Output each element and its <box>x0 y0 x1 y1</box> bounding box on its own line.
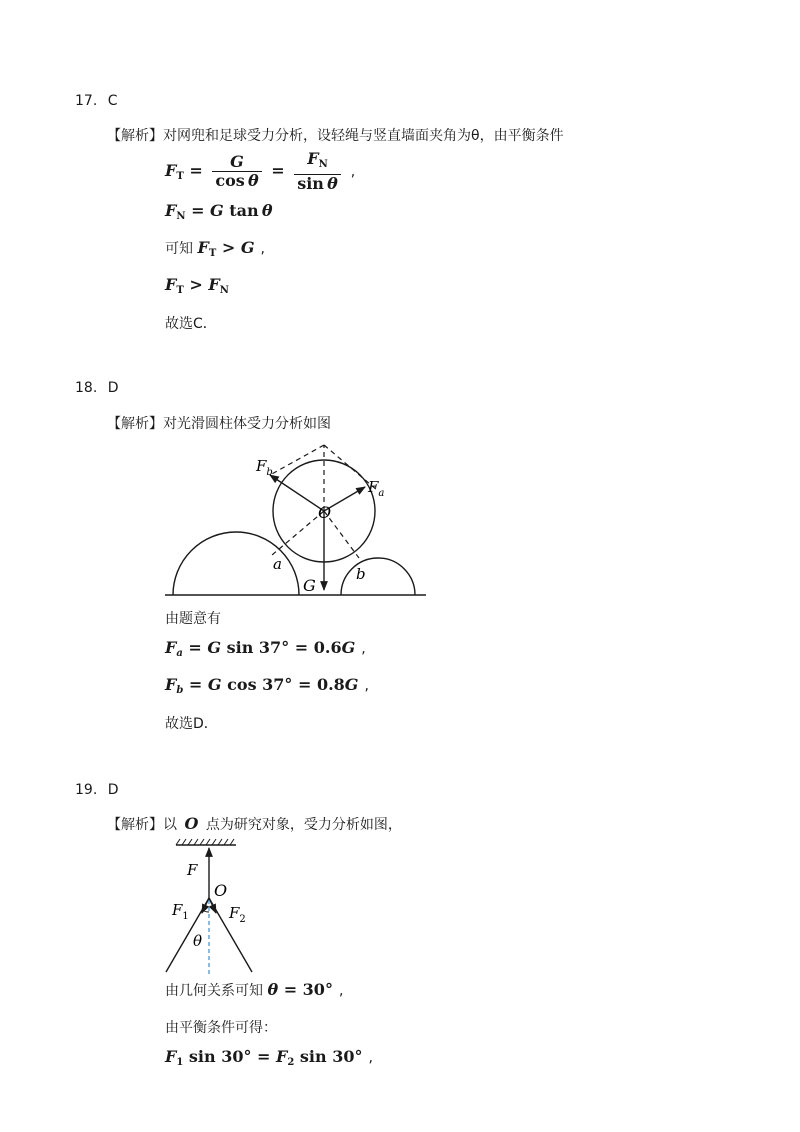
q19-balance: 由平衡条件可得： <box>165 1020 277 1036</box>
q19-explanation <box>107 814 402 834</box>
q17-eq2 <box>165 201 273 222</box>
q19-explanation-prefix: 【解析】以 <box>107 817 177 833</box>
q17-eq3-prefix: 可知 <box>165 241 193 257</box>
q18-eq1 <box>165 638 366 659</box>
ceiling-hatch <box>176 839 234 845</box>
q19-explanation-suffix: 点为研究对象，受力分析如图， <box>205 817 402 833</box>
q17-eq1-render: $F_T$ = $\frac{G}{\text{cos θ}}$ = $\frac{F_N}{\text{sin θ}}$ , <box>165 149 356 193</box>
fraction: $\frac{G}{\text{cos θ}}$ <box>212 153 261 190</box>
q17-number: 17. <box>75 93 98 109</box>
label-O: O <box>318 503 332 522</box>
label-theta: θ <box>193 932 203 950</box>
q18-eq2 <box>165 675 369 696</box>
label-G: G <box>303 576 316 595</box>
q18-given: 由题意有 <box>165 611 221 627</box>
q17-explanation: 【解析】对网兜和足球受力分析，设轻绳与竖直墙面夹角为θ，由平衡条件 <box>107 128 564 144</box>
label-F1: $F_1$ <box>172 901 189 922</box>
force-Fb-arrow <box>270 475 324 511</box>
q18-conclusion: 故选D． <box>165 716 218 732</box>
q18-answer: D <box>107 380 119 396</box>
q19-geometry <box>165 980 343 1000</box>
q19-header <box>75 782 119 798</box>
q17-eq3-render: $F_T > G$ , <box>197 238 265 259</box>
q18-explanation: 【解析】对光滑圆柱体受力分析如图 <box>107 416 331 432</box>
q19-force-diagram <box>160 836 260 976</box>
q19-number: 19. <box>75 782 98 798</box>
q18-eq2-render: $F_b = G$ cos 37° = 0.8G , <box>165 675 369 696</box>
label-b: b <box>356 565 366 583</box>
q17-answer: C <box>107 93 118 109</box>
q19-geometry-prefix: 由几何关系可知 <box>165 983 263 999</box>
q18-number: 18. <box>75 380 98 396</box>
q19-eq1 <box>165 1047 373 1068</box>
label-Fb: $F_b$ <box>256 457 273 478</box>
label-O: O <box>214 881 228 900</box>
q17-eq1 <box>165 150 355 193</box>
q19-answer: D <box>107 782 119 798</box>
q17-eq2-render: $F_N = G$ tan θ <box>165 201 273 222</box>
label-a: a <box>273 555 282 573</box>
q18-header <box>75 380 119 396</box>
q18-eq1-render: $F_a = G$ sin 37° = 0.6G , <box>165 638 366 659</box>
label-F: F <box>187 861 198 879</box>
q17-eq3 <box>165 238 265 259</box>
q17-conclusion: 故选C． <box>165 316 217 332</box>
q19-eq1-render: $F_1$ $\sin 30^\circ = F_2$ sin 30° , <box>165 1047 373 1068</box>
label-Fa: $F_a$ <box>368 478 385 499</box>
right-semicircle <box>341 558 415 595</box>
q19-geometry-render: θ = 30° , <box>267 980 344 999</box>
force-F2-arrow <box>209 898 216 913</box>
label-F2: $F_2$ <box>229 904 246 925</box>
q17-eq4-render: $F_T > F_N$ <box>165 275 229 296</box>
q17-header <box>75 93 118 109</box>
q19-explanation-var: O <box>184 814 199 833</box>
q17-eq4 <box>165 275 229 296</box>
q18-force-diagram <box>160 435 435 605</box>
fraction: $\frac{F_N}{\text{sin θ}}$ <box>294 150 341 193</box>
